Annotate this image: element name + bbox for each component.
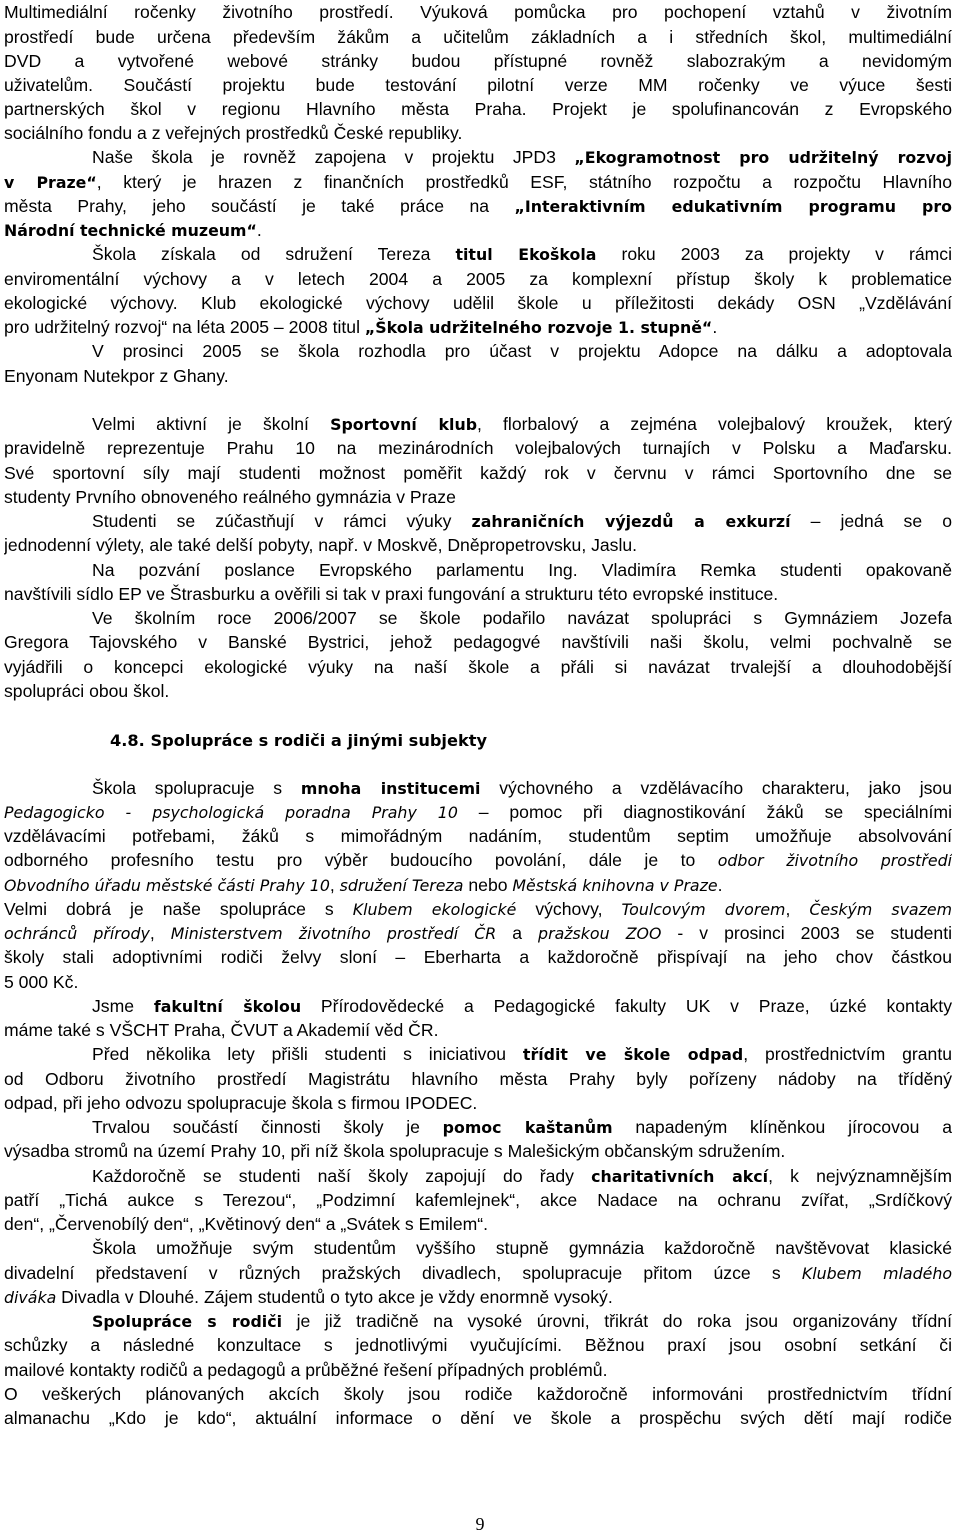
text-line	[4, 509, 952, 533]
text-run: pro udržitelný rozvoj“ na léta 2005 – 2008 titul	[4, 317, 365, 337]
text-run: diváka	[4, 1288, 57, 1307]
text-run: Gregora Tajovského v Banské Bystrici, jehož pedagogvé navštívili naši školu, velmi pochvalně se	[4, 632, 952, 652]
text-run: schůzky a následné konzultace s jednotlivými vyučujícími. Běžnou praxí jsou osobní setkání či	[4, 1335, 952, 1355]
text-line	[4, 49, 952, 73]
text-line	[4, 800, 952, 824]
text-line	[4, 461, 952, 485]
text-run: charitativních akcí	[591, 1167, 769, 1186]
text-run: Toulcovým dvorem	[621, 900, 786, 919]
text-run: Národní technické muzeum“	[4, 221, 257, 240]
text-line	[4, 121, 952, 145]
text-run: Městská knihovna v Praze	[512, 876, 718, 895]
text-run: Obvodního úřadu městské části Prahy 10	[4, 876, 330, 895]
text-run: Každoročně se studenti naší školy zapojují do řady	[92, 1166, 592, 1186]
text-run: Velmi aktivní je školní	[92, 414, 331, 434]
section-heading: 4.8. Spolupráce s rodiči a jinými subjekty	[110, 731, 488, 750]
text-line	[4, 630, 952, 654]
text-run: Multimediální ročenky životního prostředí. Výuková pomůcka pro pochopení vztahů v životním	[4, 2, 952, 22]
text-run: studenty Prvního obnoveného reálného gymnázia v Praze	[4, 487, 456, 507]
text-run: Studenti se zúčastňují v rámci výuky	[92, 511, 472, 531]
text-run: ,	[329, 875, 340, 895]
text-run: v Praze“	[4, 173, 97, 192]
text-line	[4, 1018, 952, 1042]
text-line	[4, 1406, 952, 1430]
text-run: ekologické výchovy. Klub ekologické výchovy udělil škole u příležitosti dekády OSN „Vzdělávání	[4, 293, 952, 313]
text-run: a	[496, 923, 539, 943]
text-line	[4, 0, 952, 24]
text-run: Své sportovní síly mají studenti možnost poměřit každý rok v červnu v rámci Sportovního dne se	[4, 463, 952, 483]
text-run: Přírodovědecké a Pedagogické fakulty UK v Praze, úzké kontakty	[301, 996, 952, 1016]
text-run: den“, „Červenobílý den“, „Květinový den“ a „Svátek s Emilem“.	[4, 1214, 489, 1234]
text-run: Ministerstvem životního prostředí ČR	[170, 924, 497, 943]
text-run: partnerských škol v regionu Hlavního města Praha. Projekt je spolufinancován z Evropského	[4, 99, 952, 119]
text-line	[4, 994, 952, 1018]
text-run: „Ekogramotnost pro udržitelný rozvoj	[574, 148, 952, 167]
text-line	[4, 1236, 952, 1260]
text-line	[4, 606, 952, 630]
text-line	[4, 1285, 952, 1309]
text-run: Škola získala od sdružení Tereza	[92, 244, 456, 264]
text-line	[4, 897, 952, 921]
text-run: odborného profesního testu pro výběr budoucího povolání, dále je to	[4, 850, 718, 870]
text-line	[4, 873, 952, 897]
text-run: je již tradičně na vysoké úrovni, třikrát do roka jsou organizovány třídní	[282, 1311, 952, 1331]
text-run: enviromentální výchovy a v letech 2004 a 2005 za komplexní přístup školy k problematice	[4, 269, 952, 289]
text-run: uživatelům. Součástí projektu bude testování pilotní verze MM ročenky ve výuce šesti	[4, 75, 952, 95]
text-run: divadelní představení v různých pražských divadlech, spolupracuje přitom úzce s	[4, 1263, 802, 1283]
text-run: DVD a vytvořené webové stránky budou přístupné rovněž slabozrakým a nevidomým	[4, 51, 952, 71]
text-line	[4, 25, 952, 49]
text-line	[4, 1212, 952, 1236]
text-run: – jedná se o	[790, 511, 952, 531]
text-run: Sportovní klub	[330, 415, 478, 434]
text-run: Jsme	[92, 996, 154, 1016]
text-line	[4, 848, 952, 872]
text-line	[4, 267, 952, 291]
text-line	[4, 218, 952, 242]
text-run: „Škola udržitelného rozvoje 1. stupně“	[364, 318, 713, 337]
text-line	[4, 97, 952, 121]
text-run: odbor životního prostředí	[717, 851, 952, 870]
text-run: fakultní školou	[153, 997, 302, 1016]
text-run: výchovného a vzdělávacího charakteru, jako jsou	[480, 778, 952, 798]
text-run: .	[712, 317, 718, 337]
text-run: školy stali adoptivními rodiči želvy sloní – Eberharta a každoročně přispívají na jeho chov částkou	[4, 947, 952, 967]
text-line	[4, 533, 952, 557]
text-line	[4, 1042, 952, 1066]
text-line	[4, 1164, 952, 1188]
text-line	[4, 1309, 952, 1333]
text-run: Spolupráce s rodiči	[92, 1312, 282, 1331]
text-line	[4, 242, 952, 266]
text-line	[4, 1139, 952, 1163]
text-run: vyjádřili o koncepci ekologické výuky na naší škole a přáli si navázat trvalejší a dlouhodobější	[4, 657, 952, 677]
text-line	[4, 291, 952, 315]
text-line	[4, 436, 952, 460]
text-run: patří „Tichá aukce s Terezou“, „Podzimní kafemlejnek“, akce Nadace na ochranu zvířat, „Srdíčkový	[4, 1190, 952, 1210]
text-run: .	[717, 875, 723, 895]
text-run: Škola spolupracuje s	[92, 778, 301, 798]
text-line	[4, 1115, 952, 1139]
text-line	[4, 582, 952, 606]
text-run: Na pozvání poslance Evropského parlamentu Ing. Vladimíra Remka studenti opakovaně	[92, 560, 952, 580]
text-run: sociálního fondu a z veřejných prostředků České republiky.	[4, 123, 463, 143]
text-line	[4, 1091, 952, 1115]
text-run: Ve školním roce 2006/2007 se škole podařilo navázat spolupráci s Gymnáziem Jozefa	[92, 608, 952, 628]
text-run: vzdělávacími potřebami, žáků s mimořádným nadáním, studentům septim umožňuje absolvování	[4, 826, 952, 846]
page-number: 9	[475, 1514, 485, 1534]
text-run: od Odboru životního prostředí Magistrátu hlavního města Prahy byly pořízeny nádoby na tříděný	[4, 1069, 952, 1089]
text-run: zahraničních výjezdů a exkurzí	[471, 512, 791, 531]
text-run: ,	[785, 899, 810, 919]
text-line	[4, 921, 952, 945]
text-run: odpad, při jeho odvozu spolupracuje škola s firmou IPODEC.	[4, 1093, 478, 1113]
text-run: titul Ekoškola	[455, 245, 597, 264]
text-run: pomoc kaštanům	[442, 1118, 613, 1137]
text-run: , k nejvýznamnějším	[768, 1166, 952, 1186]
text-run: V prosinci 2005 se škola rozhodla pro účast v projektu Adopce na dálku a adoptovala	[92, 341, 952, 361]
text-run: , prostřednictvím grantu	[743, 1044, 952, 1064]
text-run: Českým svazem	[809, 900, 952, 919]
text-run: Naše škola je rovněž zapojena v projektu JPD3	[92, 147, 575, 167]
text-run: ,	[149, 923, 171, 943]
text-line	[4, 1382, 952, 1406]
text-run: mnoha institucemi	[300, 779, 481, 798]
text-run: , který je hrazen z finančních prostředků ESF, státního rozpočtu a rozpočtu Hlavního	[96, 172, 952, 192]
text-run: - v prosinci 2003 se studenti	[661, 923, 952, 943]
text-run: 5 000 Kč.	[4, 972, 79, 992]
text-line	[4, 1358, 952, 1382]
text-line	[4, 1261, 952, 1285]
text-run: Divadla v Dlouhé. Zájem studentů o tyto akce je vždy enormně vysoký.	[56, 1287, 613, 1307]
text-run: .	[256, 220, 262, 240]
text-run: výchovy,	[516, 899, 622, 919]
text-line	[4, 485, 952, 509]
text-run: , florbalový a zejména volejbalový kroužek, který	[477, 414, 952, 434]
text-run: – pomoc při diagnostikování žáků se speciálními	[457, 802, 952, 822]
text-line	[4, 1067, 952, 1091]
text-line	[4, 364, 952, 388]
text-line	[4, 558, 952, 582]
text-line	[4, 728, 952, 752]
text-line	[4, 970, 952, 994]
text-run: almanachu „Kdo je kdo“, aktuální informace o dění ve škole a prospěchu svých dětí mají rodiče	[4, 1408, 952, 1428]
text-run: sdružení Tereza	[339, 876, 464, 895]
text-line	[4, 339, 952, 363]
text-run: roku 2003 za projekty v rámci	[596, 244, 952, 264]
text-run: pravidelně reprezentuje Prahu 10 na mezinárodních volejbalových turnajích v Polsku a Maďarsku.	[4, 438, 952, 458]
text-run: ochránců přírody	[4, 924, 150, 943]
text-run: Před několika lety přišli studenti s iniciativou	[92, 1044, 523, 1064]
text-line	[4, 945, 952, 969]
text-line	[4, 1188, 952, 1212]
text-line	[4, 1333, 952, 1357]
text-run: Velmi dobrá je naše spolupráce s	[4, 899, 353, 919]
text-run: Klubem mladého	[801, 1264, 952, 1283]
text-run: výsadba stromů na území Prahy 10, při níž škola spolupracuje s Malešickým občanským sdružením.	[4, 1141, 786, 1161]
text-run: jednodenní výlety, ale také delší pobyty, např. v Moskvě, Dněpropetrovsku, Jaslu.	[4, 535, 638, 555]
text-run: nebo	[463, 875, 513, 895]
text-line	[4, 315, 952, 339]
text-run: Enyonam Nutekpor z Ghany.	[4, 366, 229, 386]
text-run: „Interaktivním edukativním programu pro	[514, 197, 952, 216]
text-line	[4, 170, 952, 194]
text-run: pražskou ZOO	[538, 924, 662, 943]
text-run: mailové kontakty rodičů a pedagogů a průběžné řešení případných problémů.	[4, 1360, 608, 1380]
text-run: máme také s VŠCHT Praha, ČVUT a Akademií věd ČR.	[4, 1020, 439, 1040]
text-run: spolupráci obou škol.	[4, 681, 170, 701]
text-line	[4, 824, 952, 848]
text-line	[4, 679, 952, 703]
text-run: Klubem ekologické	[352, 900, 517, 919]
text-run: města Prahy, jeho součástí je také práce na	[4, 196, 515, 216]
text-run: Škola umožňuje svým studentům vyššího stupně gymnázia každoročně navštěvovat klasické	[92, 1238, 952, 1258]
text-run: O veškerých plánovaných akcích školy jsou rodiče každoročně informováni prostřednictvím třídní	[4, 1384, 952, 1404]
text-line	[4, 73, 952, 97]
text-line	[4, 194, 952, 218]
text-run: napadeným klíněnkou jírocovou a	[612, 1117, 952, 1137]
text-line	[4, 776, 952, 800]
text-run: Pedagogicko - psychologická poradna Prahy 10	[4, 803, 458, 822]
text-line	[4, 412, 952, 436]
text-run: navštívili sídlo EP ve Štrasburku a ověřili si tak v praxi fungování a strukturu této evropské instituce.	[4, 584, 779, 604]
text-run: Trvalou součástí činnosti školy je	[92, 1117, 443, 1137]
text-line	[4, 655, 952, 679]
text-run: třídit ve škole odpad	[522, 1045, 744, 1064]
text-line	[4, 145, 952, 169]
text-run: prostředí bude určena především žákům a učitelům základních a i středních škol, multimediální	[4, 27, 952, 47]
